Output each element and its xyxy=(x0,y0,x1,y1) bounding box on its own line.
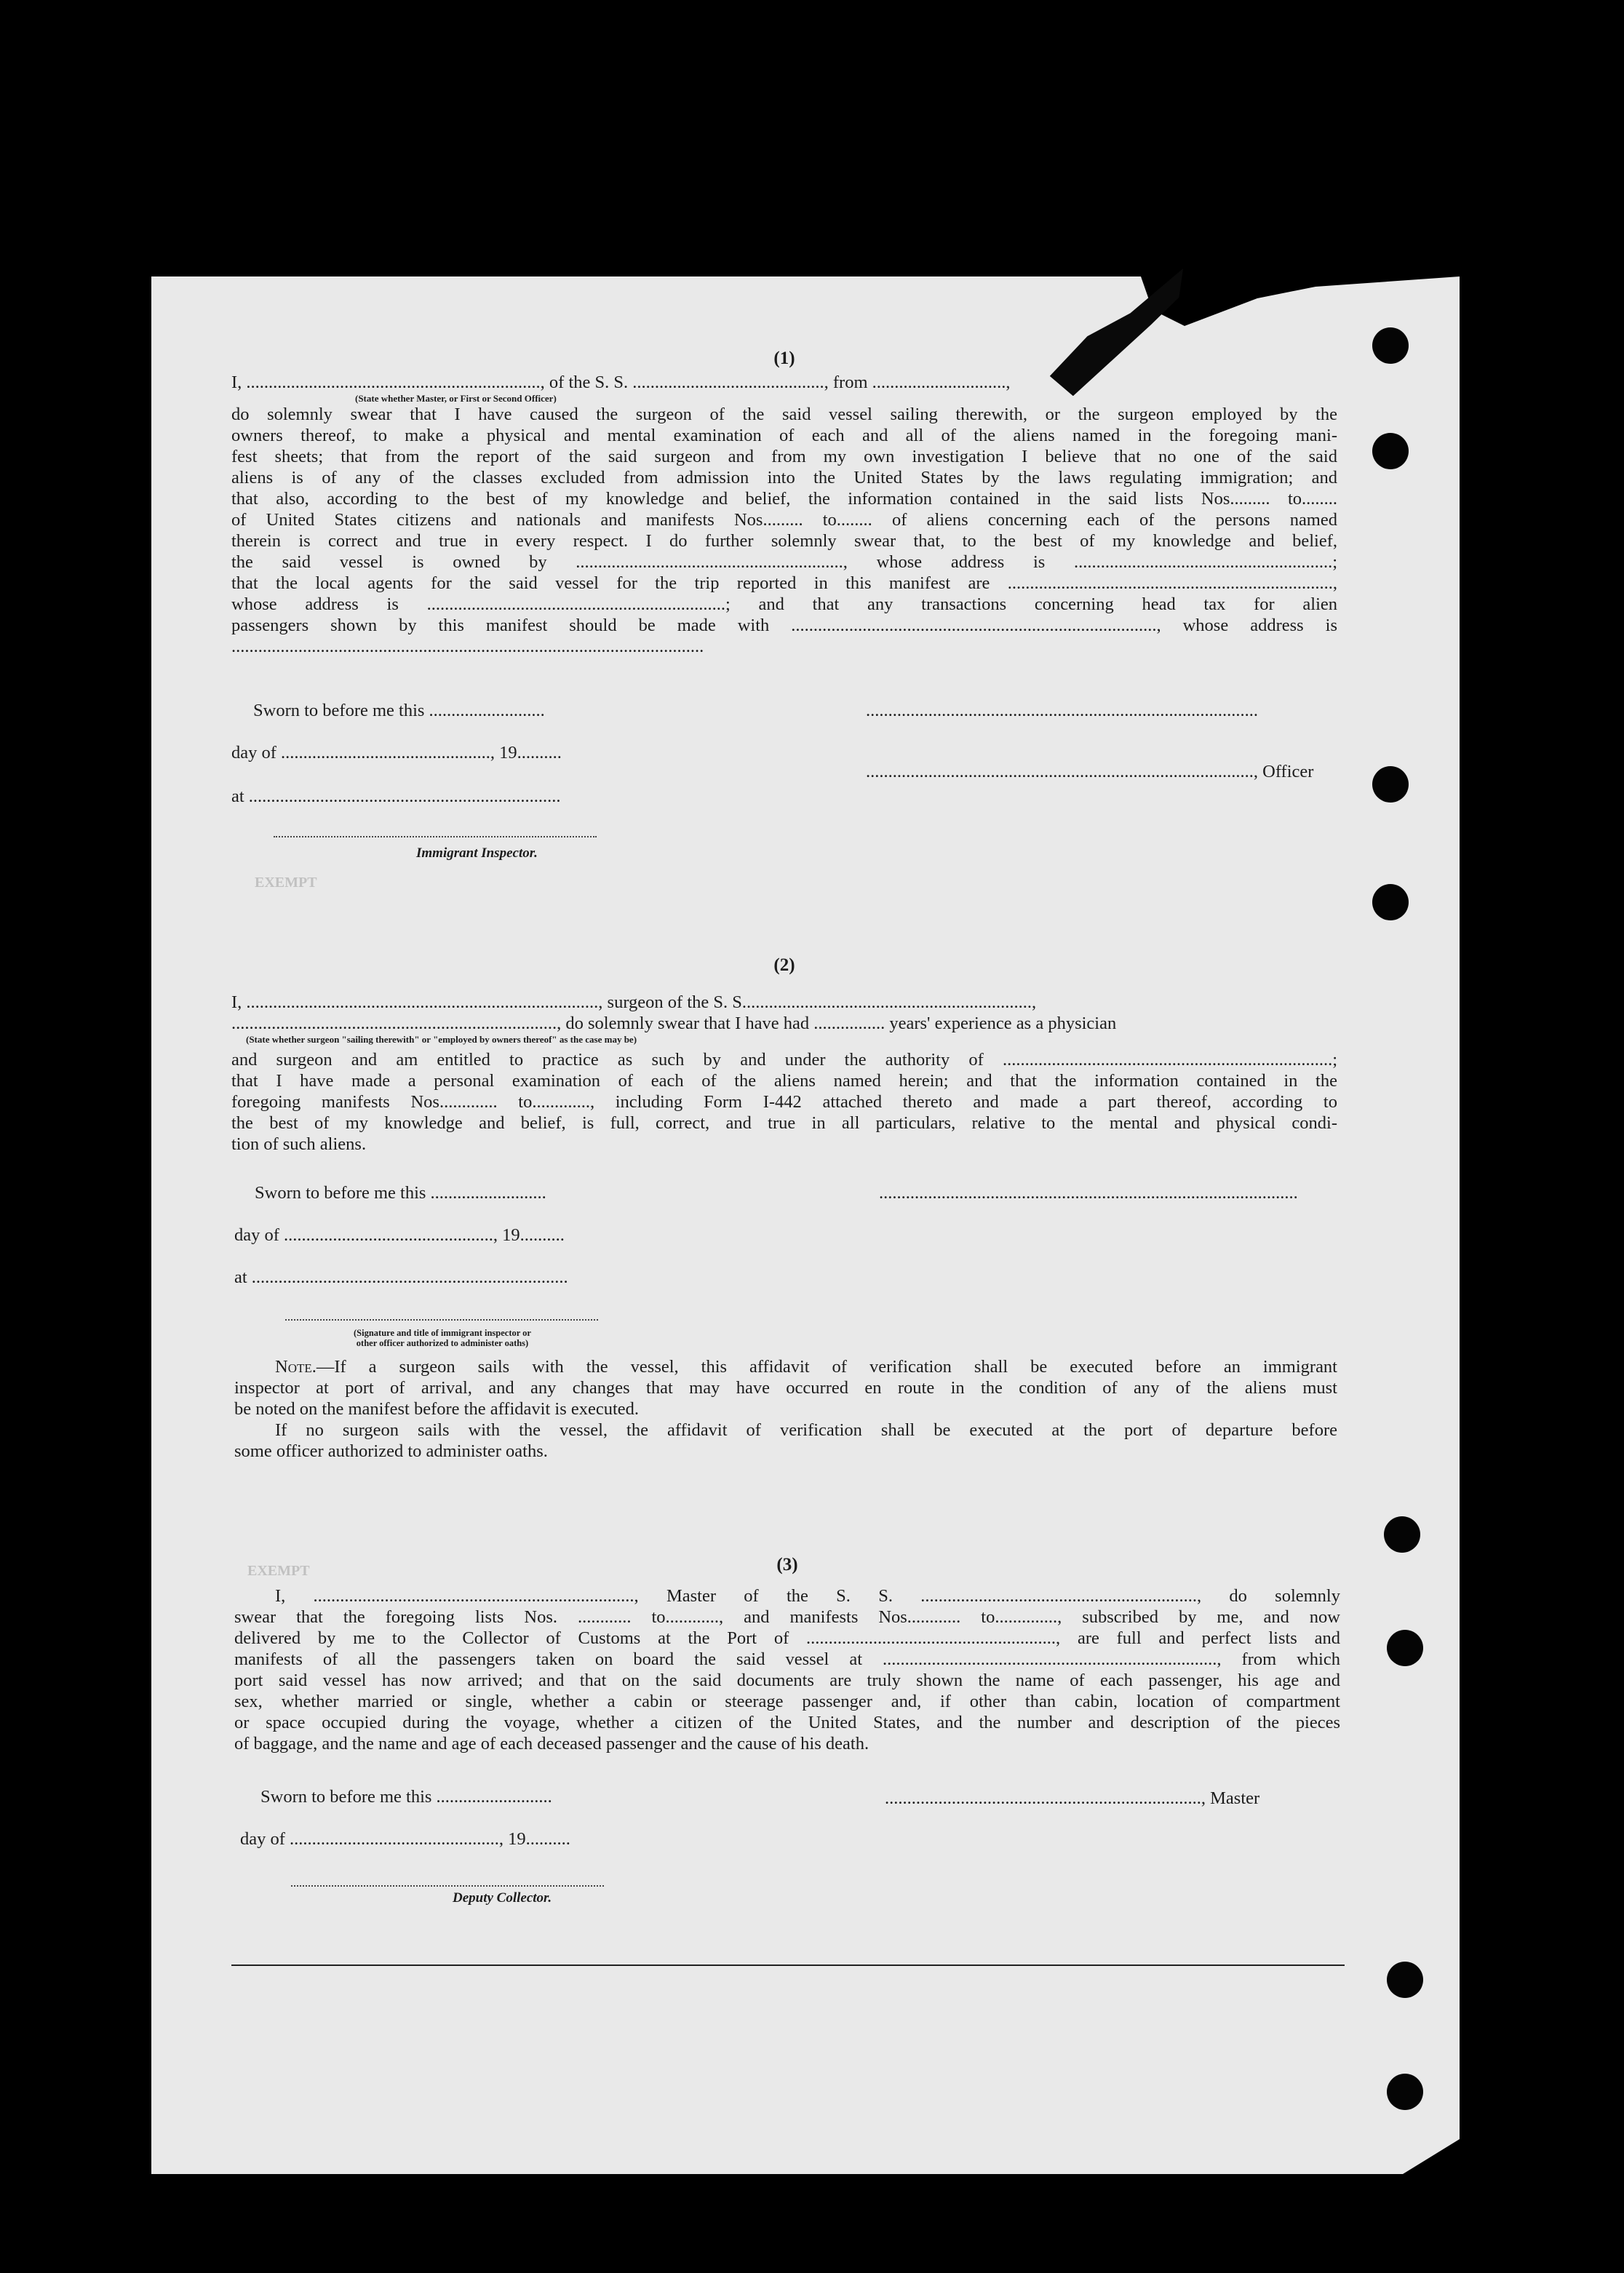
punch-hole xyxy=(1372,433,1409,469)
section-1-opening-line: I, .................................................................., of the S. S. ..........................................., from .............................., xyxy=(231,373,1011,392)
section-1-officer-line xyxy=(866,762,1313,782)
section-1 xyxy=(231,348,1337,657)
punch-hole xyxy=(1372,327,1409,364)
section-1-signature-line: ........................................................................................ xyxy=(866,701,1258,720)
section-3 xyxy=(234,1554,1340,1754)
section-2-opening-line: I, ..............................................................................., surgeon of the S. S................................................................., xyxy=(231,992,1037,1012)
faint-stamp: EXEMPT xyxy=(255,875,317,891)
section-2-heading: (2) xyxy=(773,955,795,975)
section-3-body-line: or space occupied during the voyage, whether a citizen of the United States, and the number and description of the pieces xyxy=(234,1713,1340,1732)
section-2-inspector-line xyxy=(285,1305,598,1326)
section-1-body-line: do solemnly swear that I have caused the surgeon of the said vessel sailing therewith, or the surgeon employed by the xyxy=(231,405,1337,424)
section-1-body-line: of United States citizens and nationals and manifests Nos......... to........ of aliens concerning each of the persons named xyxy=(231,510,1337,530)
section-1-at: at ...................................................................... xyxy=(231,787,561,806)
punch-hole xyxy=(1372,884,1409,920)
section-2-body-line: that I have made a personal examination of each of the aliens named herein; and that the information contained in the xyxy=(231,1071,1337,1091)
section-3-last-line: of baggage, and the name and age of each deceased passenger and the cause of his death. xyxy=(234,1734,869,1753)
section-2-sworn: Sworn to before me this .......................... xyxy=(255,1183,546,1203)
section-3-day: day of ..............................................., 19.......... xyxy=(240,1829,570,1849)
punch-hole xyxy=(1387,1630,1423,1666)
punch-hole xyxy=(1384,1516,1420,1553)
section-2-second-line: ........................................................................., do solemnly swear that I have had ................ years' experience as a physician xyxy=(231,1014,1117,1033)
section-1-address-line: .......................................................................................................... xyxy=(231,637,704,656)
section-2-note xyxy=(234,1356,1337,1462)
note-2-last-line: some officer authorized to administer oaths. xyxy=(234,1441,548,1461)
section-1-inspector-line xyxy=(274,822,597,843)
note-2-line: If no surgeon sails with the vessel, the affidavit of verification shall be executed at the port of departure before xyxy=(275,1420,1337,1440)
punch-hole xyxy=(1372,766,1409,803)
note-line-1-text: —If a surgeon sails with the vessel, this affidavit of verification shall be executed before an immigrant xyxy=(316,1357,1337,1377)
section-3-body-line: delivered by me to the Collector of Customs at the Port of ........................................................, are full and perfect lists and xyxy=(234,1628,1340,1648)
section-2-signature-note xyxy=(297,1328,588,1348)
punch-hole xyxy=(1387,2074,1423,2110)
section-3-master-line xyxy=(885,1788,1259,1809)
note-line xyxy=(234,1356,1337,1377)
section-3-body-line: manifests of all the passengers taken on board the said vessel at ..........................................................................., from which xyxy=(234,1649,1340,1669)
section-3-body-line: port said vessel has now arrived; and that on the said documents are truly shown the name of each passenger, his age and xyxy=(234,1671,1340,1690)
officer-signature-line: ......................................................................................., Officer xyxy=(866,762,1314,781)
punch-hole xyxy=(1387,1962,1423,1998)
section-1-body-line: whose address is ...................................................................; and that any transactions concerning head tax for alien xyxy=(231,594,1337,614)
section-3-heading: (3) xyxy=(776,1555,798,1575)
faint-stamp: EXEMPT xyxy=(247,1563,310,1579)
section-1-body-line: fest sheets; that from the report of the said surgeon and from my own investigation I believe that no one of the said xyxy=(231,447,1337,466)
section-1-body-line: passengers shown by this manifest should be made with .................................................................................., whose address is xyxy=(231,616,1337,635)
section-2-signature-line: .............................................................................................. xyxy=(879,1183,1298,1203)
section-3-body-line: I, ........................................................................, Master of the S. S. .............................................................., do solemnly xyxy=(275,1586,1340,1606)
section-1-body-line: the said vessel is owned by ............................................................, whose address is ..........................................................; xyxy=(231,552,1337,572)
section-1-heading: (1) xyxy=(773,349,795,368)
signature-note-line-1: (Signature and title of immigrant inspector or xyxy=(354,1328,531,1338)
section-2-body-line: and surgeon and am entitled to practice as such by and under the authority of ..........................................................................; xyxy=(231,1050,1337,1070)
bottom-rule xyxy=(231,1965,1345,1966)
section-2-day: day of ..............................................., 19.......... xyxy=(234,1225,565,1245)
section-2-surgeon-note: (State whether surgeon "sailing therewith" or "employed by owners thereof" as the case may be) xyxy=(246,1034,637,1045)
section-1-body-line: that the local agents for the said vessel for the trip reported in this manifest are ........................................................................., xyxy=(231,573,1337,593)
section-1-day: day of ..............................................., 19.......... xyxy=(231,743,562,763)
note-line: inspector at port of arrival, and any changes that may have occurred en route in the condition of any of the aliens must xyxy=(234,1378,1337,1398)
signature-note-line-2: other officer authorized to administer oaths) xyxy=(356,1338,529,1348)
section-2 xyxy=(231,955,1337,1155)
section-2-last-line: tion of such aliens. xyxy=(231,1134,367,1154)
section-1-body-line: therein is correct and true in every respect. I do further solemnly swear that, to the best of my knowledge and belief, xyxy=(231,531,1337,551)
deputy-collector-label: Deputy Collector. xyxy=(453,1890,552,1906)
section-3-collector-line xyxy=(291,1871,604,1892)
section-2-at: at ....................................................................... xyxy=(234,1267,568,1287)
immigrant-inspector-label: Immigrant Inspector. xyxy=(416,845,538,861)
section-2-body-line: foregoing manifests Nos............. to............., including Form I-442 attached thereto and made a part thereof, according to xyxy=(231,1092,1337,1112)
section-1-body-line: aliens is of any of the classes excluded from admission into the United States by the laws regulating immigration; and xyxy=(231,468,1337,487)
section-1-sworn: Sworn to before me this .......................... xyxy=(253,701,545,720)
section-3-body-line: swear that the foregoing lists Nos. ............ to............, and manifests Nos............ to.............., subscribed by me, and now xyxy=(234,1607,1340,1627)
note-line: be noted on the manifest before the affidavit is executed. xyxy=(234,1399,640,1419)
section-1-body-line: that also, according to the best of my knowledge and belief, the information contained in the said lists Nos......... to........ xyxy=(231,489,1337,509)
section-3-sworn: Sworn to before me this .......................... xyxy=(260,1787,552,1807)
section-3-body-line: sex, whether married or single, whether a cabin or steerage passenger and, if other than cabin, location of compartment xyxy=(234,1692,1340,1711)
section-2-body-line: the best of my knowledge and belief, is full, correct, and true in all particulars, relative to the mental and physical condi- xyxy=(231,1113,1337,1133)
master-signature-line: ......................................................................., Master xyxy=(885,1788,1260,1808)
section-1-officer-note: (State whether Master, or First or Second Officer) xyxy=(355,393,557,404)
section-1-body-line: owners thereof, to make a physical and mental examination of each and all of the aliens named in the foregoing mani- xyxy=(231,426,1337,445)
note-label: Note. xyxy=(275,1357,317,1377)
